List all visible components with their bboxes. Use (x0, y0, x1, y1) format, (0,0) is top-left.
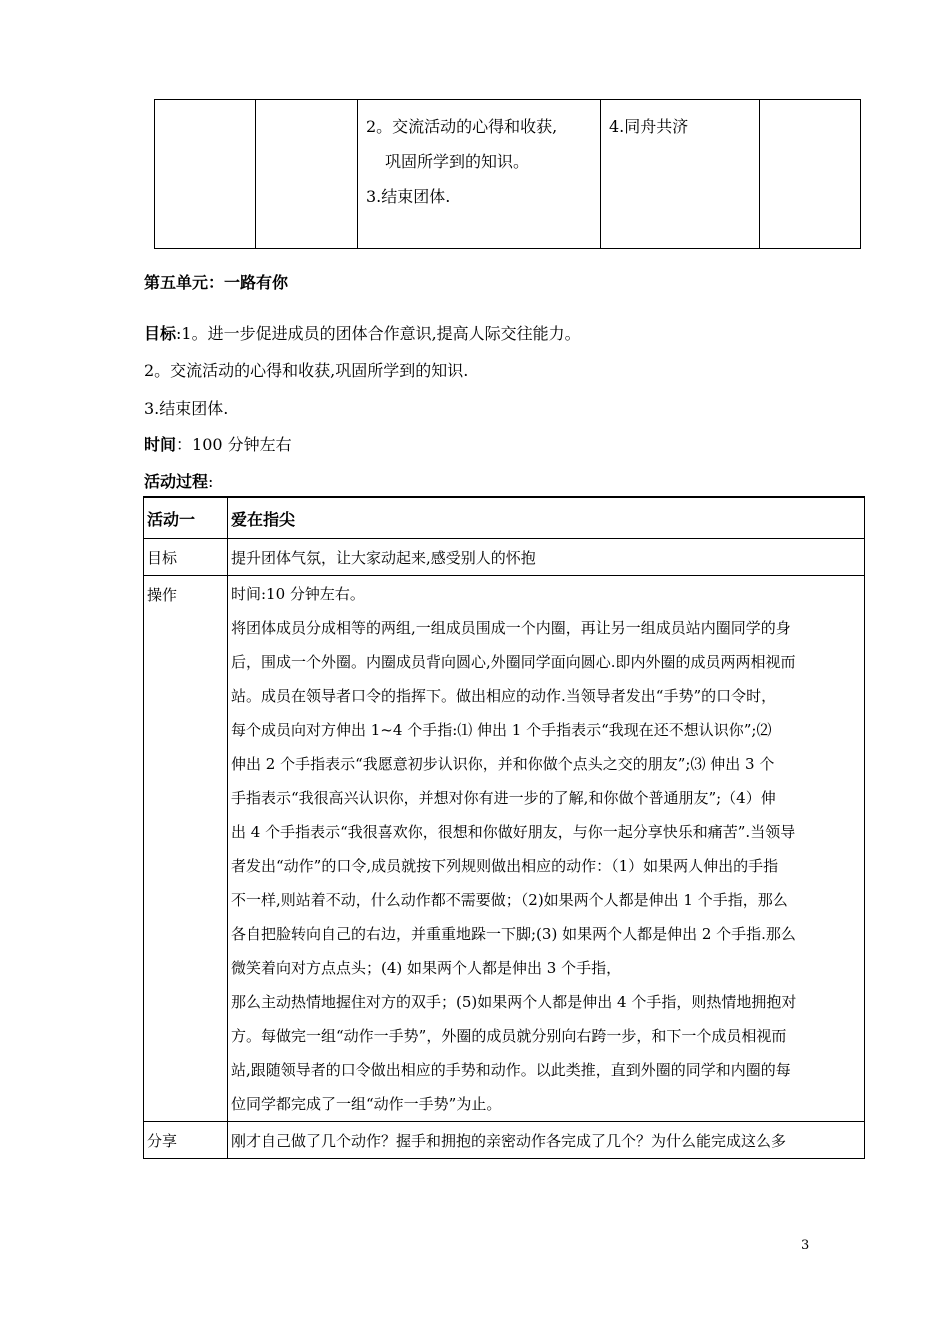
continued-table (154, 99, 861, 249)
table-cell-activity (601, 100, 760, 249)
table-cell-empty-3 (760, 100, 861, 249)
operation-line: 后，围成一个外圈。内圈成员背向圆心,外圈同学面向圆心.即内外圈的成员两两相视而 (231, 653, 796, 671)
table-cell-objectives (358, 100, 601, 249)
operation-line: 各自把脸转向自己的右边，并重重地跺一下脚;(3) 如果两个人都是伸出 2 个手指.那么 (231, 925, 796, 943)
operation-line: 站,跟随领导者的口令做出相应的手势和动作。以此类推，直到外圈的同学和内圈的每 (231, 1061, 791, 1079)
operation-row-text (228, 576, 865, 1122)
table-cell-empty-1 (155, 100, 256, 249)
operation-line: 微笑着向对方点点头；(4) 如果两个人都是伸出 3 个手指， (231, 959, 622, 977)
operation-row-label: 操作 (144, 576, 228, 1122)
objective-line: 2。交流活动的心得和收获, (366, 117, 558, 136)
goal-text-1: :1。进一步促进成员的团体合作意识,提高人际交往能力。 (176, 324, 581, 343)
activity-title: 爱在指尖 (228, 497, 865, 539)
operation-line: 站。成员在领导者口令的指挥下。做出相应的动作.当领导者发出“手势”的口令时， (231, 687, 777, 705)
activity-table (143, 496, 865, 1159)
goal-row-label: 目标 (144, 539, 228, 576)
activity-share-row (144, 1122, 865, 1159)
time-label: 时间 (144, 435, 177, 454)
share-row-label: 分享 (144, 1122, 228, 1159)
activity-name: 4.同舟共济 (609, 117, 689, 136)
activity-number: 活动一 (144, 497, 228, 539)
operation-line: 那么主动热情地握住对方的双手；(5)如果两个人都是伸出 4 个手指，则热情地拥抱对 (231, 993, 797, 1011)
operation-line: 每个成员向对方伸出 1~4 个手指:⑴ 伸出 1 个手指表示“我现在还不想认识你”;⑵ (231, 721, 772, 739)
goal-paragraph-1 (144, 321, 581, 344)
share-row-text: 刚才自己做了几个动作？握手和拥抱的亲密动作各完成了几个？为什么能完成这么多 (228, 1122, 865, 1159)
operation-line: 伸出 2 个手指表示“我愿意初步认识你，并和你做个点头之交的朋友”;⑶ 伸出 3 个 (231, 755, 775, 773)
operation-line: 将团体成员分成相等的两组,一组成员围成一个内圈，再让另一组成员站内圈同学的身 (231, 619, 791, 637)
time-paragraph (144, 432, 292, 455)
operation-line: 位同学都完成了一组“动作一手势”为止。 (231, 1095, 502, 1113)
objective-line: 巩固所学到的知识。 (385, 152, 530, 171)
time-value: ：100 分钟左右 (176, 435, 292, 454)
page-number: 3 (801, 1238, 810, 1253)
activity-header-row (144, 497, 865, 539)
operation-line: 者发出“动作”的口令,成员就按下列规则做出相应的动作：（1）如果两人伸出的手指 (231, 857, 779, 875)
process-paragraph (144, 469, 213, 492)
table-cell-empty-2 (256, 100, 358, 249)
process-suffix: : (208, 472, 214, 491)
objective-line: 3.结束团体. (366, 187, 451, 206)
activity-operation-row (144, 576, 865, 1122)
operation-line: 出 4 个手指表示“我很喜欢你，很想和你做好朋友，与你一起分享快乐和痛苦”.当领导 (231, 823, 796, 841)
operation-line: 方。每做完一组“动作一手势”，外圈的成员就分别向右跨一步，和下一个成员相视而 (231, 1027, 787, 1045)
goal-row-text: 提升团体气氛，让大家动起来,感受别人的怀抱 (228, 539, 865, 576)
operation-line: 时间:10 分钟左右。 (231, 585, 365, 603)
operation-line: 手指表示“我很高兴认识你，并想对你有进一步的了解,和你做个普通朋友”;（4）伸 (231, 789, 776, 807)
goal-paragraph-3: 3.结束团体. (144, 399, 229, 418)
process-label: 活动过程 (144, 472, 209, 491)
unit-heading: 第五单元：一路有你 (144, 273, 289, 292)
goal-paragraph-2: 2。交流活动的心得和收获,巩固所学到的知识. (144, 361, 469, 380)
activity-goal-row (144, 539, 865, 576)
goal-label: 目标 (144, 324, 177, 343)
operation-line: 不一样,则站着不动，什么动作都不需要做；（2)如果两个人都是伸出 1 个手指，那么 (231, 891, 788, 909)
